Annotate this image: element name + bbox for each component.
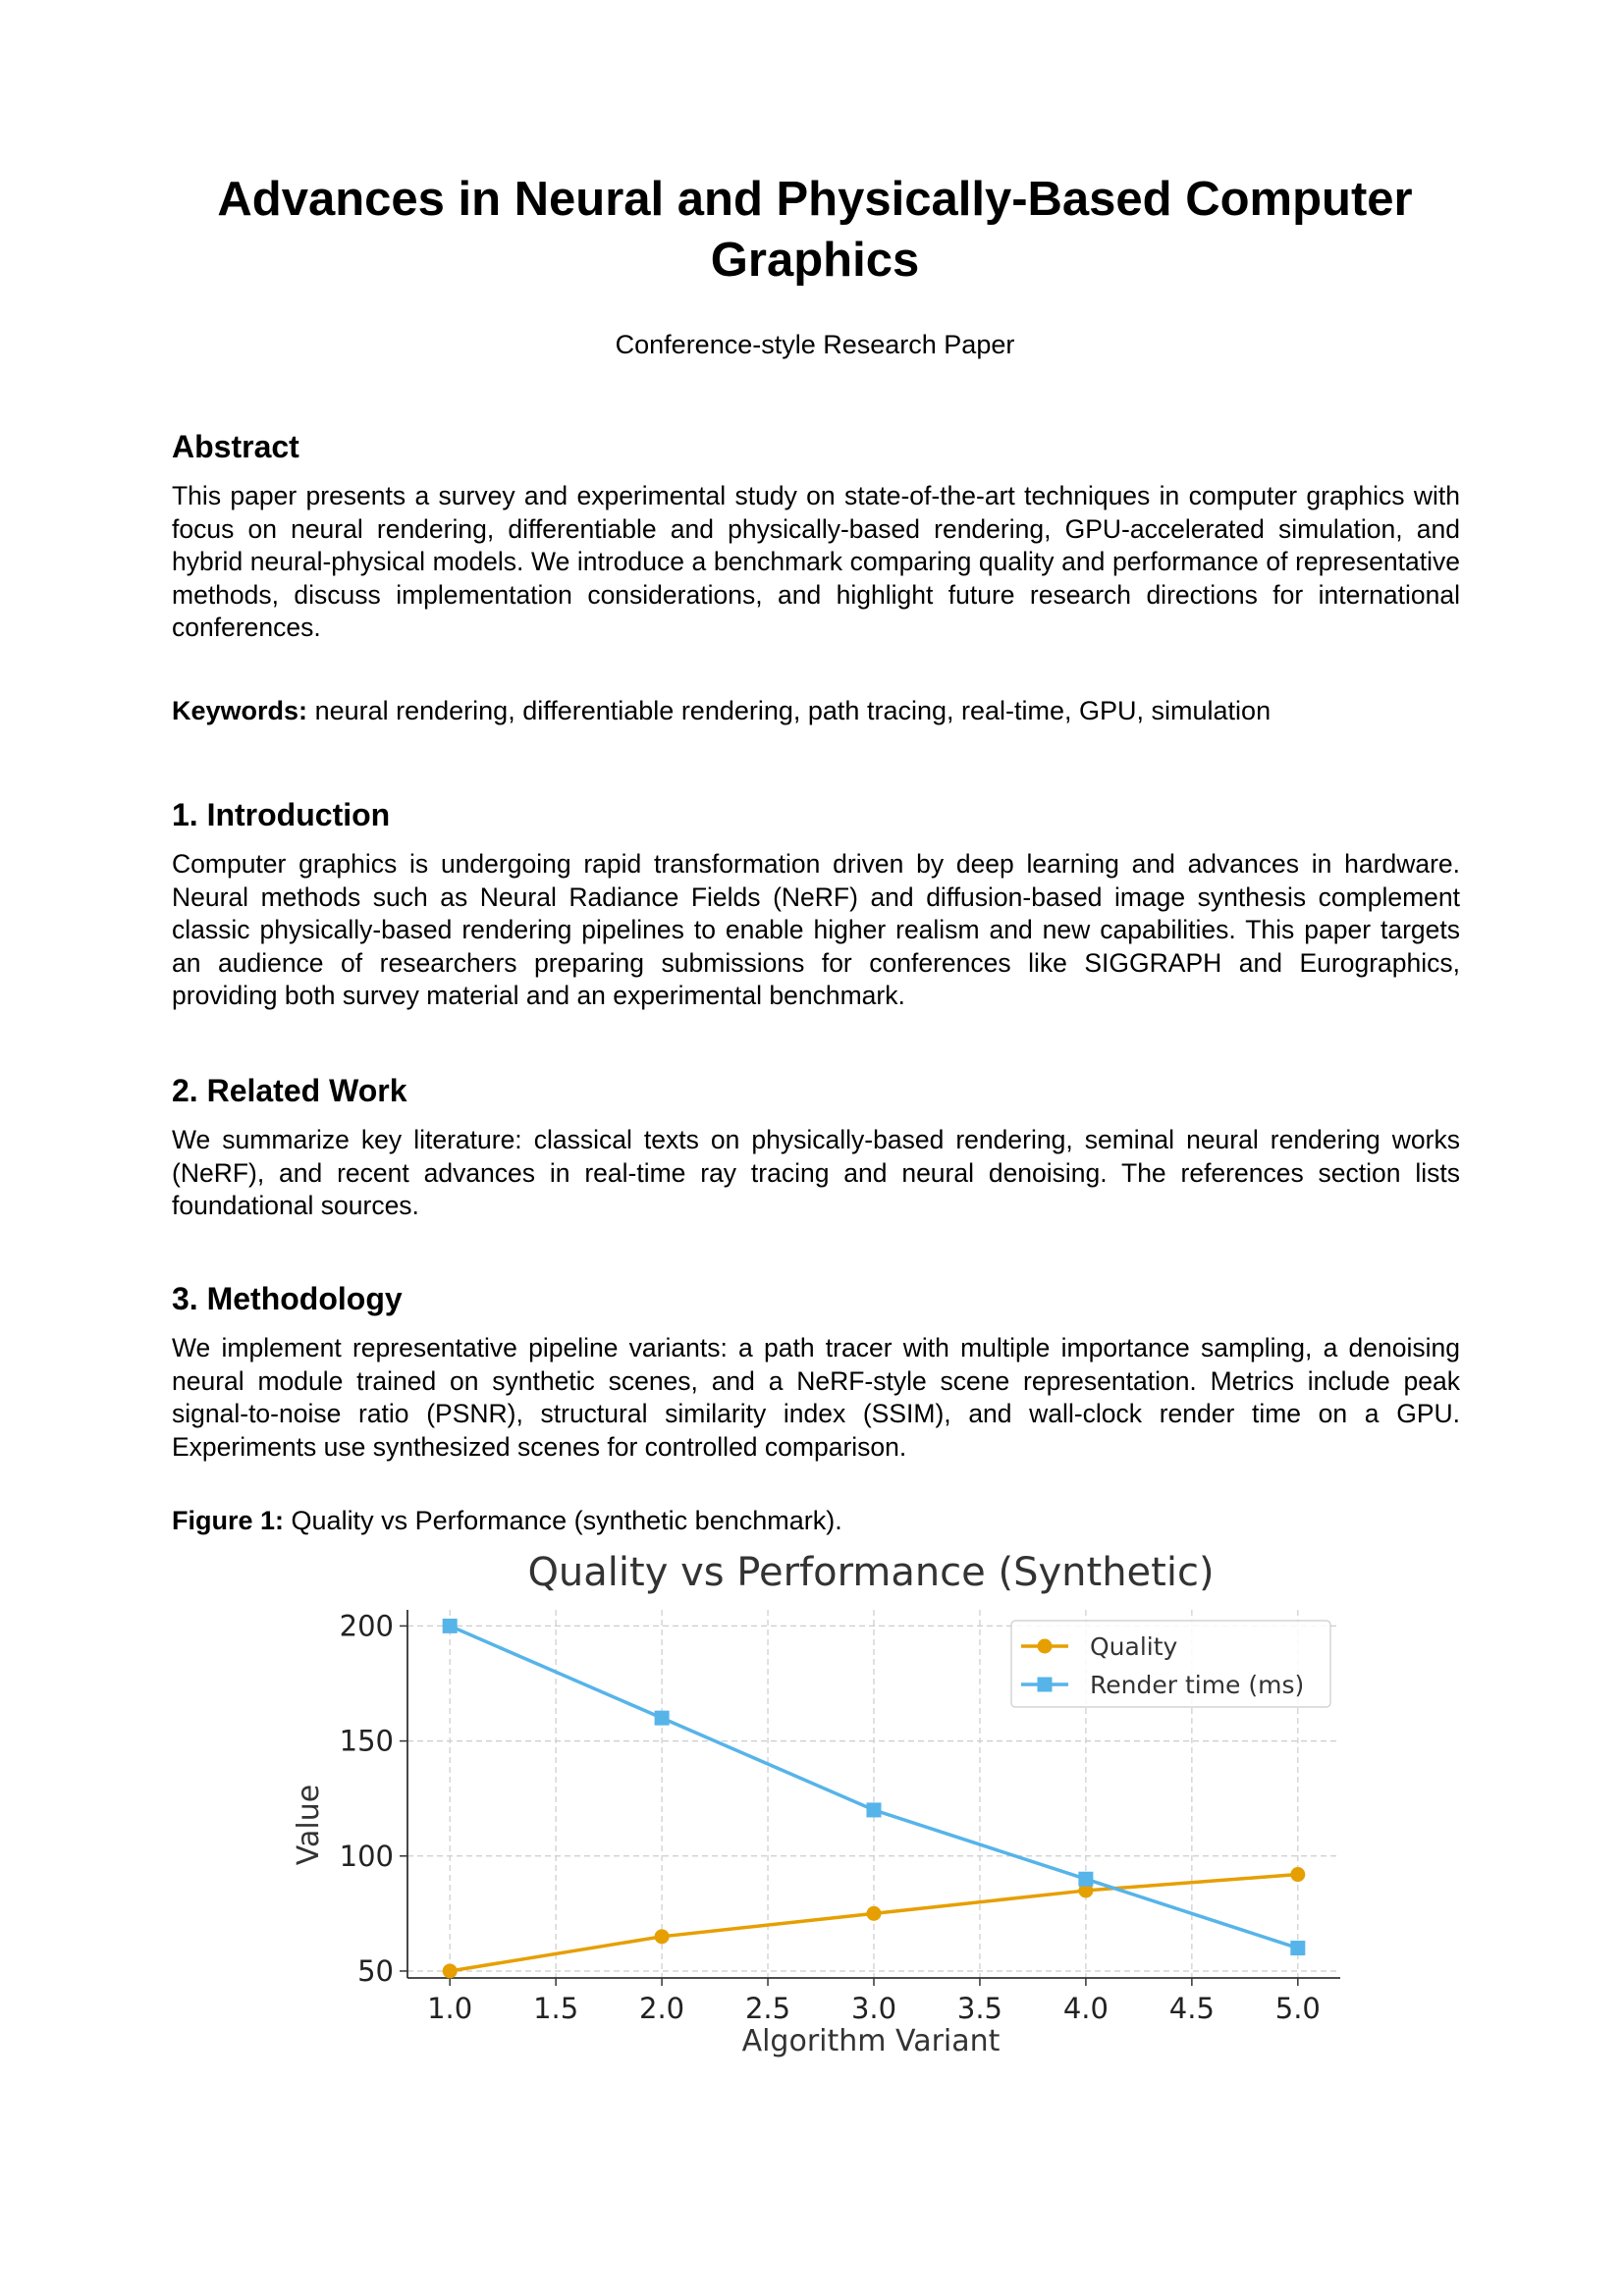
section-heading-methodology: 3. Methodology [172, 1281, 403, 1316]
x-tick-label: 4.0 [1062, 1992, 1109, 2025]
legend-marker [1038, 1678, 1053, 1692]
data-point [1290, 1941, 1305, 1955]
figure-caption-text: Quality vs Performance (synthetic benchmark). [291, 1506, 842, 1535]
section-text-related-work: We summarize key literature: classical texts on physically-based rendering, seminal neural rendering works (NeRF), and recent advances in real-time ray tracing and neural denoising. The references section lists foundational sources. [172, 1125, 1460, 1220]
figure-label: Figure 1: [172, 1506, 285, 1535]
data-point [443, 1963, 458, 1978]
x-tick-label: 2.5 [744, 1992, 791, 2025]
keywords-label: Keywords: [172, 696, 308, 725]
x-tick-label: 3.5 [956, 1992, 1003, 2025]
section-heading-related-work: 2. Related Work [172, 1073, 407, 1108]
section-text-introduction: Computer graphics is undergoing rapid transformation driven by deep learning and advances in hardware. Neural methods such as Neural Radiance Fields (NeRF) and diffusion-based image synthesis complement classic physically-based rendering pipelines to enable higher realism and new capabilities. This paper targets an audience of researchers preparing submissions for conferences like SIGGRAPH and Eurographics, providing both survey material and an experimental benchmark. [172, 849, 1460, 1010]
x-tick-label: 4.5 [1168, 1992, 1215, 2025]
y-axis-label: Value [292, 1784, 326, 1866]
y-tick-label: 200 [339, 1609, 394, 1643]
legend-label: Render time (ms) [1090, 1671, 1305, 1699]
x-tick-label: 1.0 [427, 1992, 473, 2025]
y-tick-label: 150 [339, 1724, 394, 1758]
y-tick-label: 50 [357, 1953, 394, 1988]
data-point [1290, 1867, 1305, 1882]
figure-caption [172, 1504, 842, 1537]
x-tick-label: 3.0 [850, 1992, 897, 2025]
x-tick-label: 5.0 [1274, 1992, 1321, 2025]
keywords [172, 694, 1271, 727]
paper-subtitle: Conference-style Research Paper [615, 330, 1015, 359]
data-point [655, 1711, 670, 1726]
y-axis-ticks [340, 1609, 407, 1988]
section-text-methodology: We implement representative pipeline variants: a path tracer with multiple importance sampling, a denoising neural module trained on synthetic scenes, and a NeRF-style scene representation. Metrics include peak signal-to-noise ratio (PSNR), structural similarity index (SSIM), and wall-clock render time on a GPU. Experiments use synthesized scenes for controlled comparison. [172, 1333, 1460, 1462]
keywords-text: neural rendering, differentiable rendering, path tracing, real-time, GPU, simulation [314, 696, 1272, 725]
section-heading-introduction: 1. Introduction [172, 797, 391, 832]
x-tick-label: 2.0 [639, 1992, 685, 2025]
x-tick-label: 1.5 [533, 1992, 579, 2025]
paper-title: Advances in Neural and Physically-Based Computer Graphics [217, 173, 1413, 287]
legend-label: Quality [1090, 1632, 1178, 1661]
abstract-heading: Abstract [172, 429, 299, 464]
quality-vs-performance-chart [285, 1546, 1365, 2066]
data-point [867, 1802, 882, 1817]
data-point [655, 1929, 670, 1944]
legend-marker [1038, 1639, 1053, 1654]
x-axis-label: Algorithm Variant [741, 2024, 1001, 2058]
abstract-text: This paper presents a survey and experimental study on state-of-the-art techniques in computer graphics with focus on neural rendering, differentiable and physically-based rendering, GPU-accelerated simulation, and hybrid neural-physical models. We introduce a benchmark comparing quality and performance of representative methods, discuss implementation considerations, and highlight future research directions for international conferences. [172, 481, 1460, 642]
chart-legend [1011, 1621, 1330, 1707]
x-axis-ticks [427, 1978, 1321, 2025]
data-point [867, 1906, 882, 1921]
y-tick-label: 100 [339, 1839, 394, 1873]
data-point [443, 1619, 458, 1633]
chart-title: Quality vs Performance (Synthetic) [527, 1550, 1215, 1595]
data-point [1078, 1872, 1093, 1887]
